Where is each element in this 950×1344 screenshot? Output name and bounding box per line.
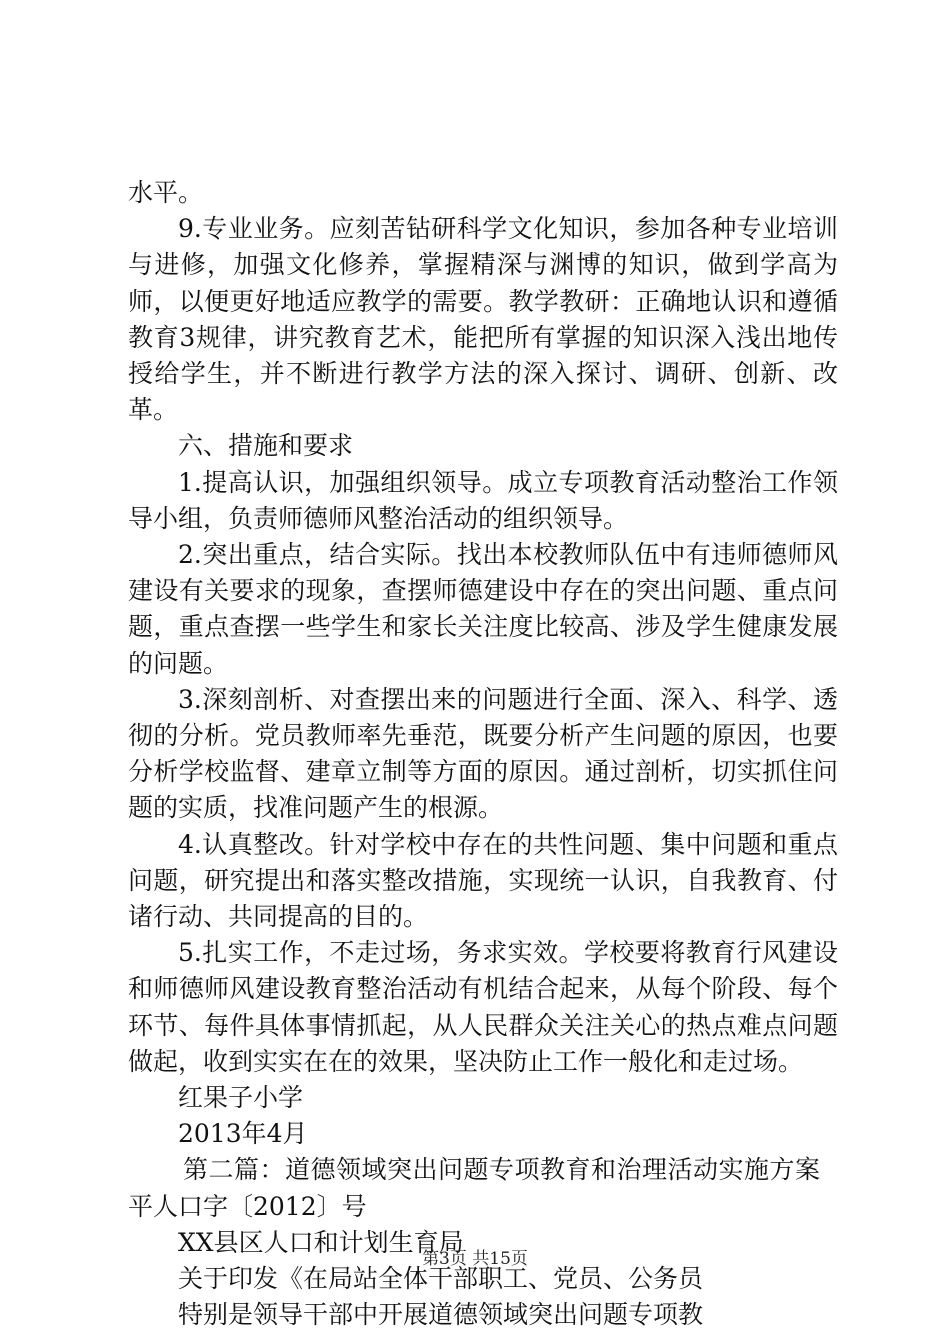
section-heading: 六、措施和要求 [178, 431, 354, 461]
document-body [128, 175, 838, 1334]
paragraph: 2.突出重点，结合实际。找出本校教师队伍中有违师德师风建设有关要求的现象，查摆师德建设中存在的突出问题、重点问题，重点查摆一些学生和家长关注度比较高、涉及学生健康发展的问题。 [128, 540, 838, 678]
paragraph: 9.专业业务。应刻苦钻研科学文化知识，参加各种专业培训与进修，加强文化修养，掌握精深与渊博的知识，做到学高为师，以便更好地适应教学的需要。教学教研：正确地认识和遵循教育3规律，讲究教育艺术，能把所有掌握的知识深入浅出地传授给学生，并不断进行教学方法的深入探讨、调研、创新、改革。 [128, 214, 838, 425]
paragraph: 4.认真整改。针对学校中存在的共性问题、集中问题和重点问题，研究提出和落实整改措施，实现统一认识，自我教育、付诸行动、共同提高的目的。 [128, 829, 838, 932]
section-title: 第二篇：道德领域突出问题专项教育和治理活动实施方案 [183, 1155, 821, 1185]
issuing-office: XX县区人口和计划生育局 [178, 1227, 464, 1257]
paragraph: 5.扎实工作，不走过场，务求实效。学校要将教育行风建设和师德师风建设教育整治活动有机结合起来，从每个阶段、每个环节、每件具体事情抓起，从人民群众关注关心的热点难点问题做起，收到实实在在的效果，坚决防止工作一般化和走过场。 [128, 938, 838, 1076]
paragraph: 水平。 [128, 178, 204, 207]
page-footer: 第3页 共15页 [422, 1249, 528, 1269]
signature-school: 红果子小学 [178, 1083, 304, 1113]
notice-title-line: 特别是领导干部中开展道德领域突出问题专项教 [178, 1300, 704, 1330]
paragraph: 3.深刻剖析、对查摆出来的问题进行全面、深入、科学、透彻的分析。党员教师率先垂范，既要分析产生问题的原因，也要分析学校监督、建章立制等方面的原因。通过剖析，切实抓住问题的实质，找准问题产生的根源。 [128, 684, 838, 823]
paragraph: 1.提高认识，加强组织领导。成立专项教育活动整治工作领导小组，负责师德师风整治活动的组织领导。 [128, 467, 838, 533]
notice-title-line: 关于印发《在局站全体干部职工、党员、公务员 [178, 1264, 704, 1294]
document-number: 平人口字〔2012〕号 [128, 1191, 367, 1221]
signature-date: 2013年4月 [178, 1119, 308, 1149]
